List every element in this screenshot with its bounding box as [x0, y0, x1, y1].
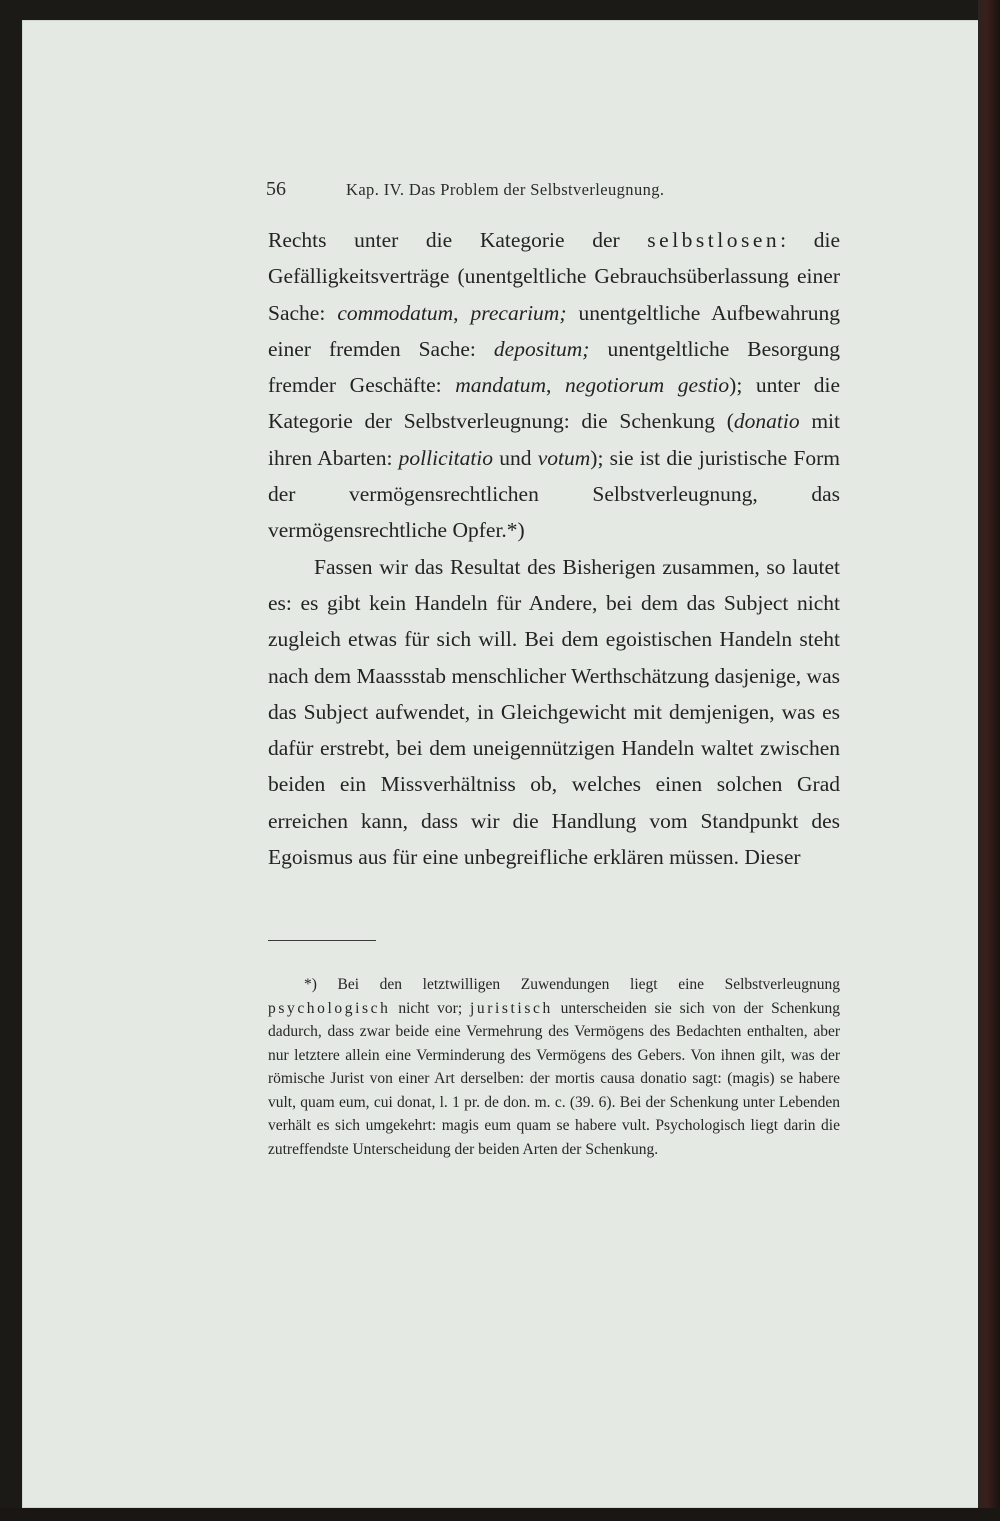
paragraph-2: Fassen wir das Resultat des Bisherigen zusammen, so lautet es: es gibt kein Handeln für Andere, bei dem das Subject nicht zugleich etwas für sich will. Bei dem egoistischen Handeln steht nach dem Maassstab menschlicher Werthschätzung dasjenige, was das Subject aufwendet, in Gleichgewicht mit demjenigen, was es dafür erstrebt, bei dem uneigennützigen Handeln waltet zwischen beiden ein Missverhältniss ob, welches einen solchen Grad erreichen kann, dass wir die Handlung vom Standpunkt des Egoismus aus für eine unbegreifliche erklären müssen. Dieser	[268, 554, 840, 870]
latin-term: precarium;	[470, 300, 567, 325]
text-run: mit ihren Abarten:	[268, 409, 840, 470]
text-run: *) Bei den letztwilligen Zuwendungen liegt eine Selbstverleugnung	[304, 976, 840, 993]
text-run: ,	[546, 373, 566, 398]
footnote-divider	[268, 940, 376, 941]
text-run: ,	[453, 300, 471, 325]
latin-term: commodatum	[337, 300, 454, 325]
latin-term: mandatum	[455, 373, 547, 398]
running-head: Kap. IV. Das Problem der Selbstverleugnung.	[346, 180, 665, 199]
page-number: 56	[266, 178, 286, 200]
text-run: ); sie ist die juristische Form der vermögensrechtlichen Selbstverleugnung, das vermögensrechtliche Opfer.*)	[268, 445, 841, 543]
book-edge-right	[978, 0, 1000, 1521]
footnote	[268, 973, 840, 1161]
latin-term: pollicitatio	[398, 445, 494, 470]
spaced-term: psychologisch	[268, 999, 391, 1017]
text-run: unentgeltliche Aufbewahrung einer fremden Sache:	[268, 300, 841, 361]
book-edge-bottom	[0, 1508, 1000, 1521]
latin-term: negotiorum gestio	[565, 373, 730, 398]
text-run: Rechts unter die Kategorie der	[268, 228, 648, 252]
main-text	[268, 222, 840, 875]
footnote-paragraph	[268, 973, 840, 1161]
spaced-term: juristisch	[469, 999, 553, 1017]
page-header	[266, 178, 846, 204]
text-run: : die Gefälligkeitsverträge (unentgeltliche Gebrauchsüberlassung einer Sache:	[268, 228, 840, 325]
text-run: und	[493, 445, 538, 470]
latin-term: votum	[537, 445, 591, 470]
text-run: ); unter die Kategorie der Selbstverleugnung: die Schenkung (	[268, 373, 840, 434]
paragraph-1	[268, 222, 840, 549]
text-run: unterscheiden sie sich von der Schenkung dadurch, dass zwar beide eine Vermehrung des Vermögens des Bedachten enthalten, aber nur letztere allein eine Verminderung des Vermögens des Gebers. Von ihnen gilt, was der römische Jurist von einer Art derselben: der mortis causa donatio sagt: (magis) se habere vult, quam eum, cui donat, l. 1 pr. de don. m. c. (39. 6). Bei der Schenkung unter Lebenden verhält es sich umgekehrt: magis eum quam se habere vult. Psychologisch liegt darin die zutreffendste Unterscheidung der beiden Arten der Schenkung.	[268, 999, 840, 1158]
text-run: unentgeltliche Besorgung fremder Geschäfte:	[268, 336, 841, 398]
spaced-term: selbstlosen	[647, 228, 781, 252]
latin-term: donatio	[733, 409, 800, 434]
text-run: nicht vor;	[390, 999, 470, 1017]
latin-term: depositum;	[493, 336, 590, 361]
